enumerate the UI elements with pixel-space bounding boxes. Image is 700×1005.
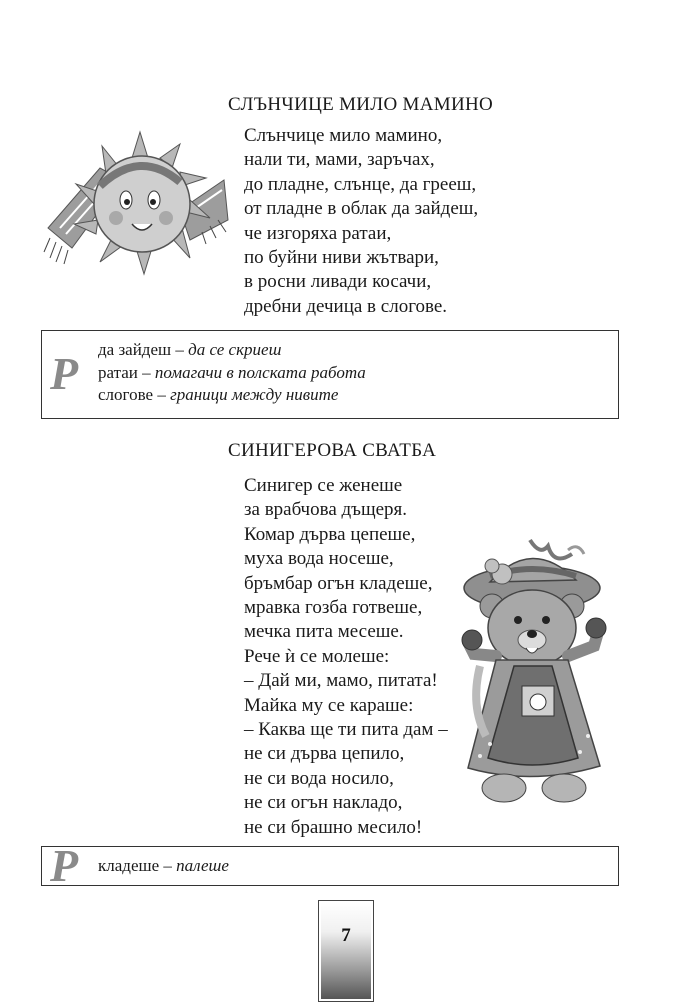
poem-title-sinigerova-svatba: СИНИГЕРОВА СВАТБА — [228, 440, 437, 461]
glossary-entry: ратаи – помагачи в полската работа — [98, 362, 366, 382]
poem-line: бръмбар огън кладеше, — [244, 572, 433, 594]
poem-line: Майка му се караше: — [244, 694, 414, 716]
poem-title-slanchitse: СЛЪНЧИЦЕ МИЛО МАМИНО — [228, 94, 494, 115]
sun-with-scarf-illustration — [40, 128, 230, 278]
page-number-box — [318, 900, 374, 1002]
poem-line: Рече ѝ се молеше: — [244, 645, 390, 667]
poem-line: Синигер се женеше — [244, 475, 403, 496]
poem-line: за врабчова дъщеря. — [244, 499, 408, 521]
poem-line: че изгоряха ратаи, — [244, 222, 392, 244]
glossary-entry: да зайдеш – да се скриеш — [98, 340, 282, 359]
glossary-box-1 — [41, 330, 619, 419]
glossary-box-2 — [41, 840, 619, 891]
poem-line: Слънчице мило мамино, — [244, 125, 443, 146]
poem-line: Комар дърва цепеше, — [244, 523, 416, 545]
poem-line: дребни дечица в слогове. — [244, 295, 448, 317]
page-number-gradient — [321, 903, 371, 999]
poem-line: от пладне в облак да зайдеш, — [244, 198, 479, 220]
bear-in-hat-illustration — [460, 536, 620, 811]
poem-line: не си вода носило, — [244, 767, 394, 789]
glossary-entry: слогове – граници между нивите — [98, 385, 339, 404]
poem-line: нали ти, мами, заръчах, — [244, 149, 435, 171]
poem-line: – Дай ми, мамо, питата! — [244, 670, 438, 692]
poem-line: не си брашно месило! — [244, 816, 423, 838]
glossary-entry: кладеше – палеше — [98, 856, 229, 875]
poem-line: – Каква ще ти пита дам – — [244, 719, 448, 741]
glossary-letter: Р — [50, 348, 79, 399]
poem-line: по буйни ниви жътвари, — [244, 247, 439, 269]
poem-line: не си дърва цепило, — [244, 743, 405, 765]
glossary-list-2 — [98, 855, 229, 878]
poem-line: до пладне, слънце, да грееш, — [244, 173, 477, 195]
glossary-list-1 — [98, 339, 366, 407]
poem-line: в росни ливади косачи, — [244, 271, 432, 293]
poem-text-slanchitse — [244, 124, 478, 319]
page-number: 7 — [341, 925, 351, 946]
poem-line: муха вода носеше, — [244, 548, 394, 570]
poem-line: мравка гозба готвеше, — [244, 597, 423, 619]
glossary-letter: Р — [50, 840, 79, 891]
poem-line: не си огън накладо, — [244, 792, 403, 814]
poem-text-sinigerova-svatba — [244, 474, 448, 840]
poem-line: мечка пита месеше. — [244, 621, 404, 643]
